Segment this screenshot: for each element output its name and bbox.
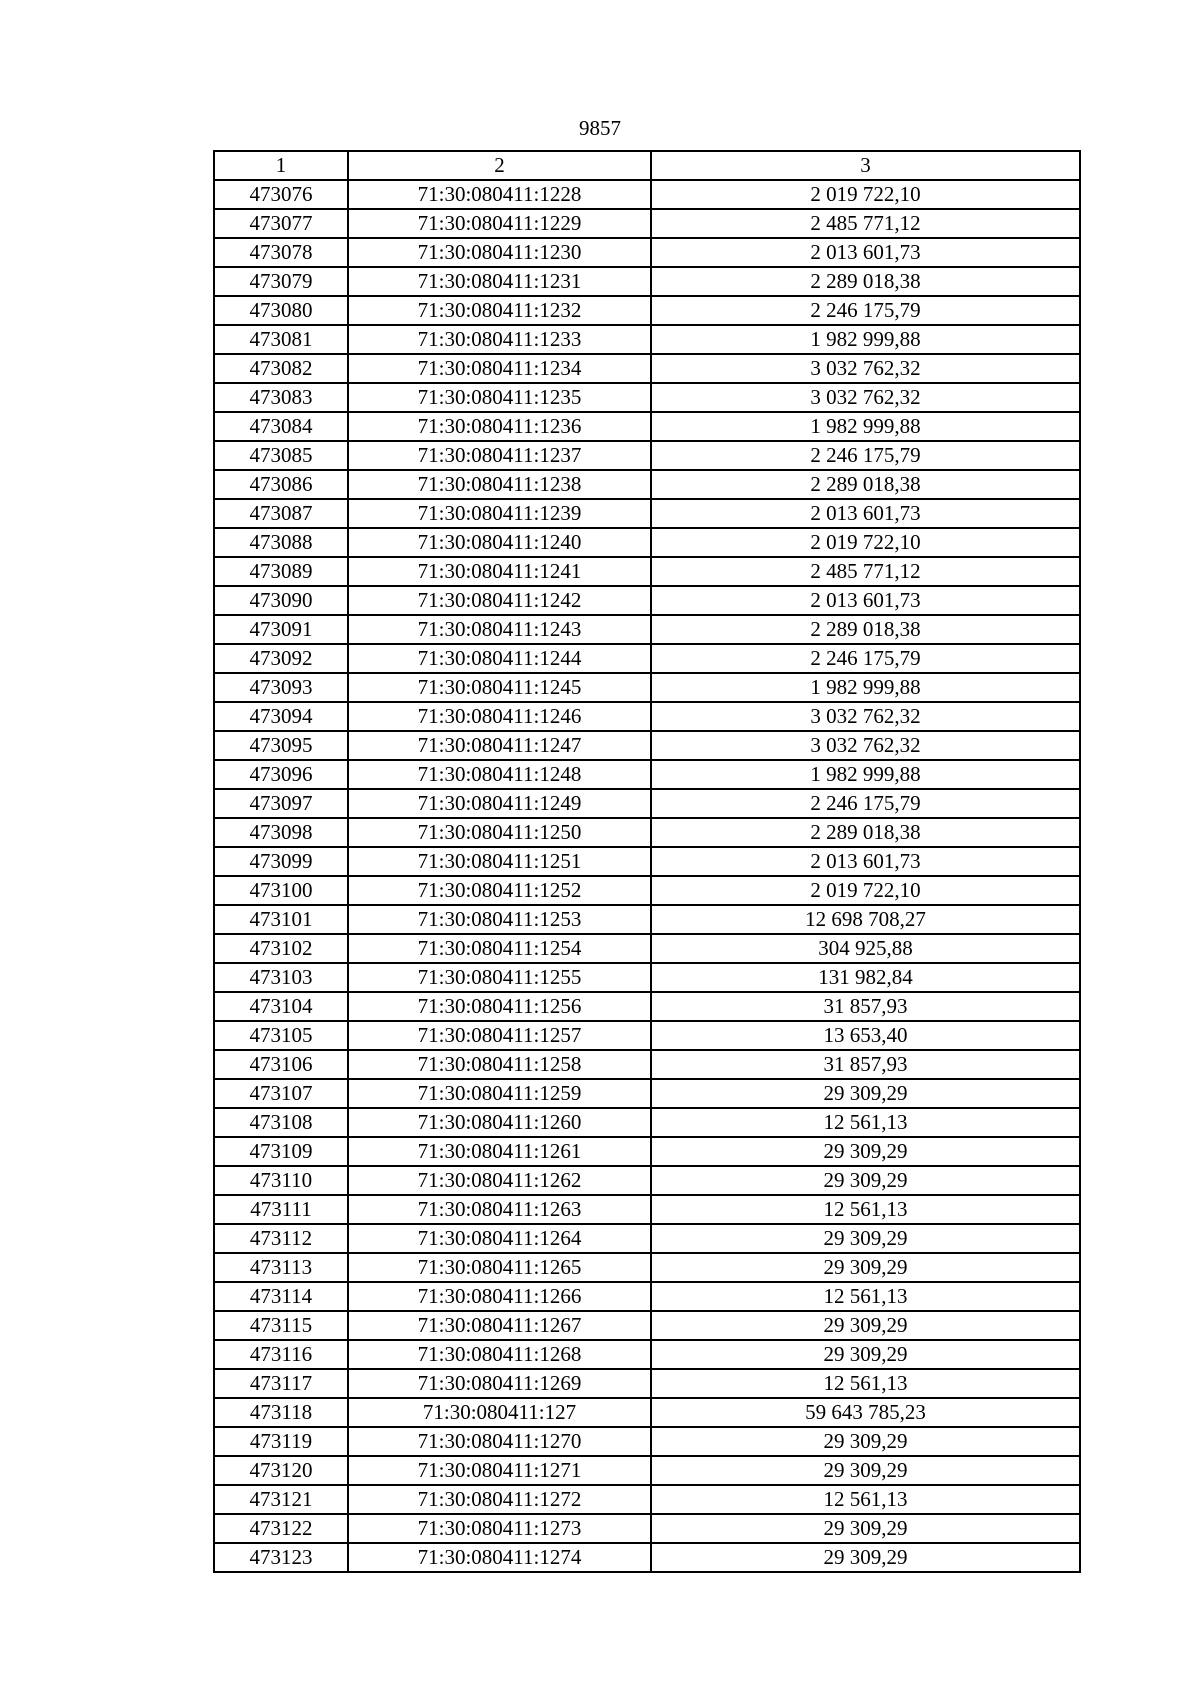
cadastral-number-cell: 71:30:080411:1252 — [348, 876, 651, 905]
cadastral-number-cell: 71:30:080411:1267 — [348, 1311, 651, 1340]
table-row — [214, 702, 1080, 731]
row-number-cell: 473105 — [214, 1021, 348, 1050]
row-number-cell: 473080 — [214, 296, 348, 325]
cadastral-number-cell: 71:30:080411:1233 — [348, 325, 651, 354]
cadastral-number-cell: 71:30:080411:1230 — [348, 238, 651, 267]
cadastral-number-cell: 71:30:080411:1266 — [348, 1282, 651, 1311]
row-number-cell: 473097 — [214, 789, 348, 818]
row-number-cell: 473077 — [214, 209, 348, 238]
cadastral-number-cell: 71:30:080411:1253 — [348, 905, 651, 934]
table-row — [214, 760, 1080, 789]
row-number-cell: 473114 — [214, 1282, 348, 1311]
value-cell: 29 309,29 — [651, 1543, 1080, 1572]
registry-table — [213, 150, 1081, 1573]
row-number-cell: 473086 — [214, 470, 348, 499]
row-number-cell: 473095 — [214, 731, 348, 760]
cadastral-number-cell: 71:30:080411:1241 — [348, 557, 651, 586]
table-row — [214, 1456, 1080, 1485]
row-number-cell: 473090 — [214, 586, 348, 615]
row-number-cell: 473098 — [214, 818, 348, 847]
row-number-cell: 473099 — [214, 847, 348, 876]
value-cell: 131 982,84 — [651, 963, 1080, 992]
value-cell: 2 246 175,79 — [651, 296, 1080, 325]
value-cell: 2 013 601,73 — [651, 586, 1080, 615]
value-cell: 2 485 771,12 — [651, 209, 1080, 238]
table-row — [214, 934, 1080, 963]
row-number-cell: 473084 — [214, 412, 348, 441]
value-cell: 1 982 999,88 — [651, 412, 1080, 441]
row-number-cell: 473100 — [214, 876, 348, 905]
row-number-cell: 473119 — [214, 1427, 348, 1456]
cadastral-number-cell: 71:30:080411:1259 — [348, 1079, 651, 1108]
table-row — [214, 441, 1080, 470]
table-row — [214, 1485, 1080, 1514]
value-cell: 12 561,13 — [651, 1195, 1080, 1224]
cadastral-number-cell: 71:30:080411:1237 — [348, 441, 651, 470]
value-cell: 2 289 018,38 — [651, 615, 1080, 644]
table-row — [214, 1543, 1080, 1572]
cadastral-number-cell: 71:30:080411:1250 — [348, 818, 651, 847]
value-cell: 29 309,29 — [651, 1079, 1080, 1108]
value-cell: 3 032 762,32 — [651, 702, 1080, 731]
cadastral-number-cell: 71:30:080411:1270 — [348, 1427, 651, 1456]
table-row — [214, 1369, 1080, 1398]
table-header — [214, 151, 1080, 180]
table-row — [214, 412, 1080, 441]
value-cell: 13 653,40 — [651, 1021, 1080, 1050]
value-cell: 2 019 722,10 — [651, 180, 1080, 209]
cadastral-number-cell: 71:30:080411:1271 — [348, 1456, 651, 1485]
row-number-cell: 473078 — [214, 238, 348, 267]
value-cell: 29 309,29 — [651, 1137, 1080, 1166]
table-row — [214, 905, 1080, 934]
value-cell: 1 982 999,88 — [651, 673, 1080, 702]
cadastral-number-cell: 71:30:080411:1245 — [348, 673, 651, 702]
table-row — [214, 615, 1080, 644]
row-number-cell: 473085 — [214, 441, 348, 470]
cadastral-number-cell: 71:30:080411:1243 — [348, 615, 651, 644]
value-cell: 304 925,88 — [651, 934, 1080, 963]
value-cell: 2 289 018,38 — [651, 267, 1080, 296]
row-number-cell: 473109 — [214, 1137, 348, 1166]
value-cell: 2 019 722,10 — [651, 528, 1080, 557]
table-row — [214, 296, 1080, 325]
table-row — [214, 209, 1080, 238]
value-cell: 31 857,93 — [651, 1050, 1080, 1079]
table-row — [214, 1224, 1080, 1253]
row-number-cell: 473121 — [214, 1485, 348, 1514]
value-cell: 29 309,29 — [651, 1224, 1080, 1253]
cadastral-number-cell: 71:30:080411:1246 — [348, 702, 651, 731]
row-number-cell: 473076 — [214, 180, 348, 209]
table-row — [214, 963, 1080, 992]
table-row — [214, 1108, 1080, 1137]
row-number-cell: 473079 — [214, 267, 348, 296]
table-row — [214, 847, 1080, 876]
row-number-cell: 473093 — [214, 673, 348, 702]
row-number-cell: 473107 — [214, 1079, 348, 1108]
table-row — [214, 354, 1080, 383]
cadastral-number-cell: 71:30:080411:1269 — [348, 1369, 651, 1398]
cadastral-number-cell: 71:30:080411:1239 — [348, 499, 651, 528]
table-row — [214, 1021, 1080, 1050]
value-cell: 12 561,13 — [651, 1369, 1080, 1398]
cadastral-number-cell: 71:30:080411:1264 — [348, 1224, 651, 1253]
value-cell: 2 013 601,73 — [651, 847, 1080, 876]
cadastral-number-cell: 71:30:080411:1258 — [348, 1050, 651, 1079]
value-cell: 2 246 175,79 — [651, 789, 1080, 818]
value-cell: 29 309,29 — [651, 1427, 1080, 1456]
row-number-cell: 473122 — [214, 1514, 348, 1543]
cadastral-number-cell: 71:30:080411:1234 — [348, 354, 651, 383]
table-row — [214, 180, 1080, 209]
cadastral-number-cell: 71:30:080411:1229 — [348, 209, 651, 238]
row-number-cell: 473116 — [214, 1340, 348, 1369]
table-row — [214, 731, 1080, 760]
table-row — [214, 1137, 1080, 1166]
table-row — [214, 789, 1080, 818]
row-number-cell: 473083 — [214, 383, 348, 412]
cadastral-number-cell: 71:30:080411:1247 — [348, 731, 651, 760]
column-header-1: 1 — [214, 151, 348, 180]
table-row — [214, 1050, 1080, 1079]
row-number-cell: 473096 — [214, 760, 348, 789]
table-row — [214, 325, 1080, 354]
cadastral-number-cell: 71:30:080411:1255 — [348, 963, 651, 992]
table-row — [214, 528, 1080, 557]
cadastral-number-cell: 71:30:080411:1273 — [348, 1514, 651, 1543]
row-number-cell: 473094 — [214, 702, 348, 731]
value-cell: 29 309,29 — [651, 1166, 1080, 1195]
value-cell: 12 561,13 — [651, 1282, 1080, 1311]
table-row — [214, 992, 1080, 1021]
cadastral-number-cell: 71:30:080411:1242 — [348, 586, 651, 615]
row-number-cell: 473092 — [214, 644, 348, 673]
cadastral-number-cell: 71:30:080411:1236 — [348, 412, 651, 441]
cadastral-number-cell: 71:30:080411:1235 — [348, 383, 651, 412]
cadastral-number-cell: 71:30:080411:1248 — [348, 760, 651, 789]
value-cell: 31 857,93 — [651, 992, 1080, 1021]
cadastral-number-cell: 71:30:080411:1231 — [348, 267, 651, 296]
table-row — [214, 1282, 1080, 1311]
cadastral-number-cell: 71:30:080411:1256 — [348, 992, 651, 1021]
value-cell: 29 309,29 — [651, 1253, 1080, 1282]
value-cell: 2 246 175,79 — [651, 441, 1080, 470]
row-number-cell: 473087 — [214, 499, 348, 528]
value-cell: 29 309,29 — [651, 1340, 1080, 1369]
page-number: 9857 — [579, 116, 621, 140]
value-cell: 2 289 018,38 — [651, 818, 1080, 847]
value-cell: 3 032 762,32 — [651, 354, 1080, 383]
value-cell: 12 698 708,27 — [651, 905, 1080, 934]
table-row — [214, 644, 1080, 673]
cadastral-number-cell: 71:30:080411:1274 — [348, 1543, 651, 1572]
row-number-cell: 473101 — [214, 905, 348, 934]
value-cell: 1 982 999,88 — [651, 325, 1080, 354]
cadastral-number-cell: 71:30:080411:1240 — [348, 528, 651, 557]
cadastral-number-cell: 71:30:080411:1249 — [348, 789, 651, 818]
table-body — [214, 180, 1080, 1572]
value-cell: 29 309,29 — [651, 1456, 1080, 1485]
value-cell: 2 013 601,73 — [651, 238, 1080, 267]
table-row — [214, 1514, 1080, 1543]
column-header-2: 2 — [348, 151, 651, 180]
row-number-cell: 473088 — [214, 528, 348, 557]
table-row — [214, 383, 1080, 412]
table-row — [214, 818, 1080, 847]
table-row — [214, 1079, 1080, 1108]
row-number-cell: 473117 — [214, 1369, 348, 1398]
row-number-cell: 473123 — [214, 1543, 348, 1572]
table-row — [214, 1311, 1080, 1340]
value-cell: 12 561,13 — [651, 1108, 1080, 1137]
table-row — [214, 499, 1080, 528]
row-number-cell: 473081 — [214, 325, 348, 354]
value-cell: 3 032 762,32 — [651, 383, 1080, 412]
cadastral-number-cell: 71:30:080411:1265 — [348, 1253, 651, 1282]
cadastral-number-cell: 71:30:080411:1257 — [348, 1021, 651, 1050]
row-number-cell: 473108 — [214, 1108, 348, 1137]
row-number-cell: 473110 — [214, 1166, 348, 1195]
table-row — [214, 1195, 1080, 1224]
table-row — [214, 267, 1080, 296]
table-row — [214, 586, 1080, 615]
table-row — [214, 1340, 1080, 1369]
row-number-cell: 473118 — [214, 1398, 348, 1427]
row-number-cell: 473082 — [214, 354, 348, 383]
row-number-cell: 473111 — [214, 1195, 348, 1224]
table-row — [214, 1427, 1080, 1456]
value-cell: 2 019 722,10 — [651, 876, 1080, 905]
value-cell: 12 561,13 — [651, 1485, 1080, 1514]
table-row — [214, 1253, 1080, 1282]
cadastral-number-cell: 71:30:080411:1254 — [348, 934, 651, 963]
cadastral-number-cell: 71:30:080411:1232 — [348, 296, 651, 325]
table-row — [214, 673, 1080, 702]
cadastral-number-cell: 71:30:080411:1244 — [348, 644, 651, 673]
cadastral-number-cell: 71:30:080411:1251 — [348, 847, 651, 876]
row-number-cell: 473089 — [214, 557, 348, 586]
cadastral-number-cell: 71:30:080411:1260 — [348, 1108, 651, 1137]
row-number-cell: 473120 — [214, 1456, 348, 1485]
row-number-cell: 473103 — [214, 963, 348, 992]
table-row — [214, 470, 1080, 499]
table-row — [214, 1166, 1080, 1195]
cadastral-number-cell: 71:30:080411:1262 — [348, 1166, 651, 1195]
value-cell: 3 032 762,32 — [651, 731, 1080, 760]
table-row — [214, 238, 1080, 267]
value-cell: 2 485 771,12 — [651, 557, 1080, 586]
value-cell: 59 643 785,23 — [651, 1398, 1080, 1427]
cadastral-number-cell: 71:30:080411:1238 — [348, 470, 651, 499]
value-cell: 2 289 018,38 — [651, 470, 1080, 499]
value-cell: 1 982 999,88 — [651, 760, 1080, 789]
value-cell: 2 246 175,79 — [651, 644, 1080, 673]
column-header-3: 3 — [651, 151, 1080, 180]
table-row — [214, 557, 1080, 586]
table-row — [214, 1398, 1080, 1427]
row-number-cell: 473091 — [214, 615, 348, 644]
header-row — [214, 151, 1080, 180]
value-cell: 29 309,29 — [651, 1514, 1080, 1543]
cadastral-number-cell: 71:30:080411:1263 — [348, 1195, 651, 1224]
row-number-cell: 473113 — [214, 1253, 348, 1282]
cadastral-number-cell: 71:30:080411:1228 — [348, 180, 651, 209]
cadastral-number-cell: 71:30:080411:1268 — [348, 1340, 651, 1369]
table-row — [214, 876, 1080, 905]
cadastral-number-cell: 71:30:080411:1272 — [348, 1485, 651, 1514]
row-number-cell: 473112 — [214, 1224, 348, 1253]
cadastral-number-cell: 71:30:080411:127 — [348, 1398, 651, 1427]
cadastral-number-cell: 71:30:080411:1261 — [348, 1137, 651, 1166]
row-number-cell: 473102 — [214, 934, 348, 963]
row-number-cell: 473104 — [214, 992, 348, 1021]
value-cell: 29 309,29 — [651, 1311, 1080, 1340]
row-number-cell: 473115 — [214, 1311, 348, 1340]
value-cell: 2 013 601,73 — [651, 499, 1080, 528]
row-number-cell: 473106 — [214, 1050, 348, 1079]
